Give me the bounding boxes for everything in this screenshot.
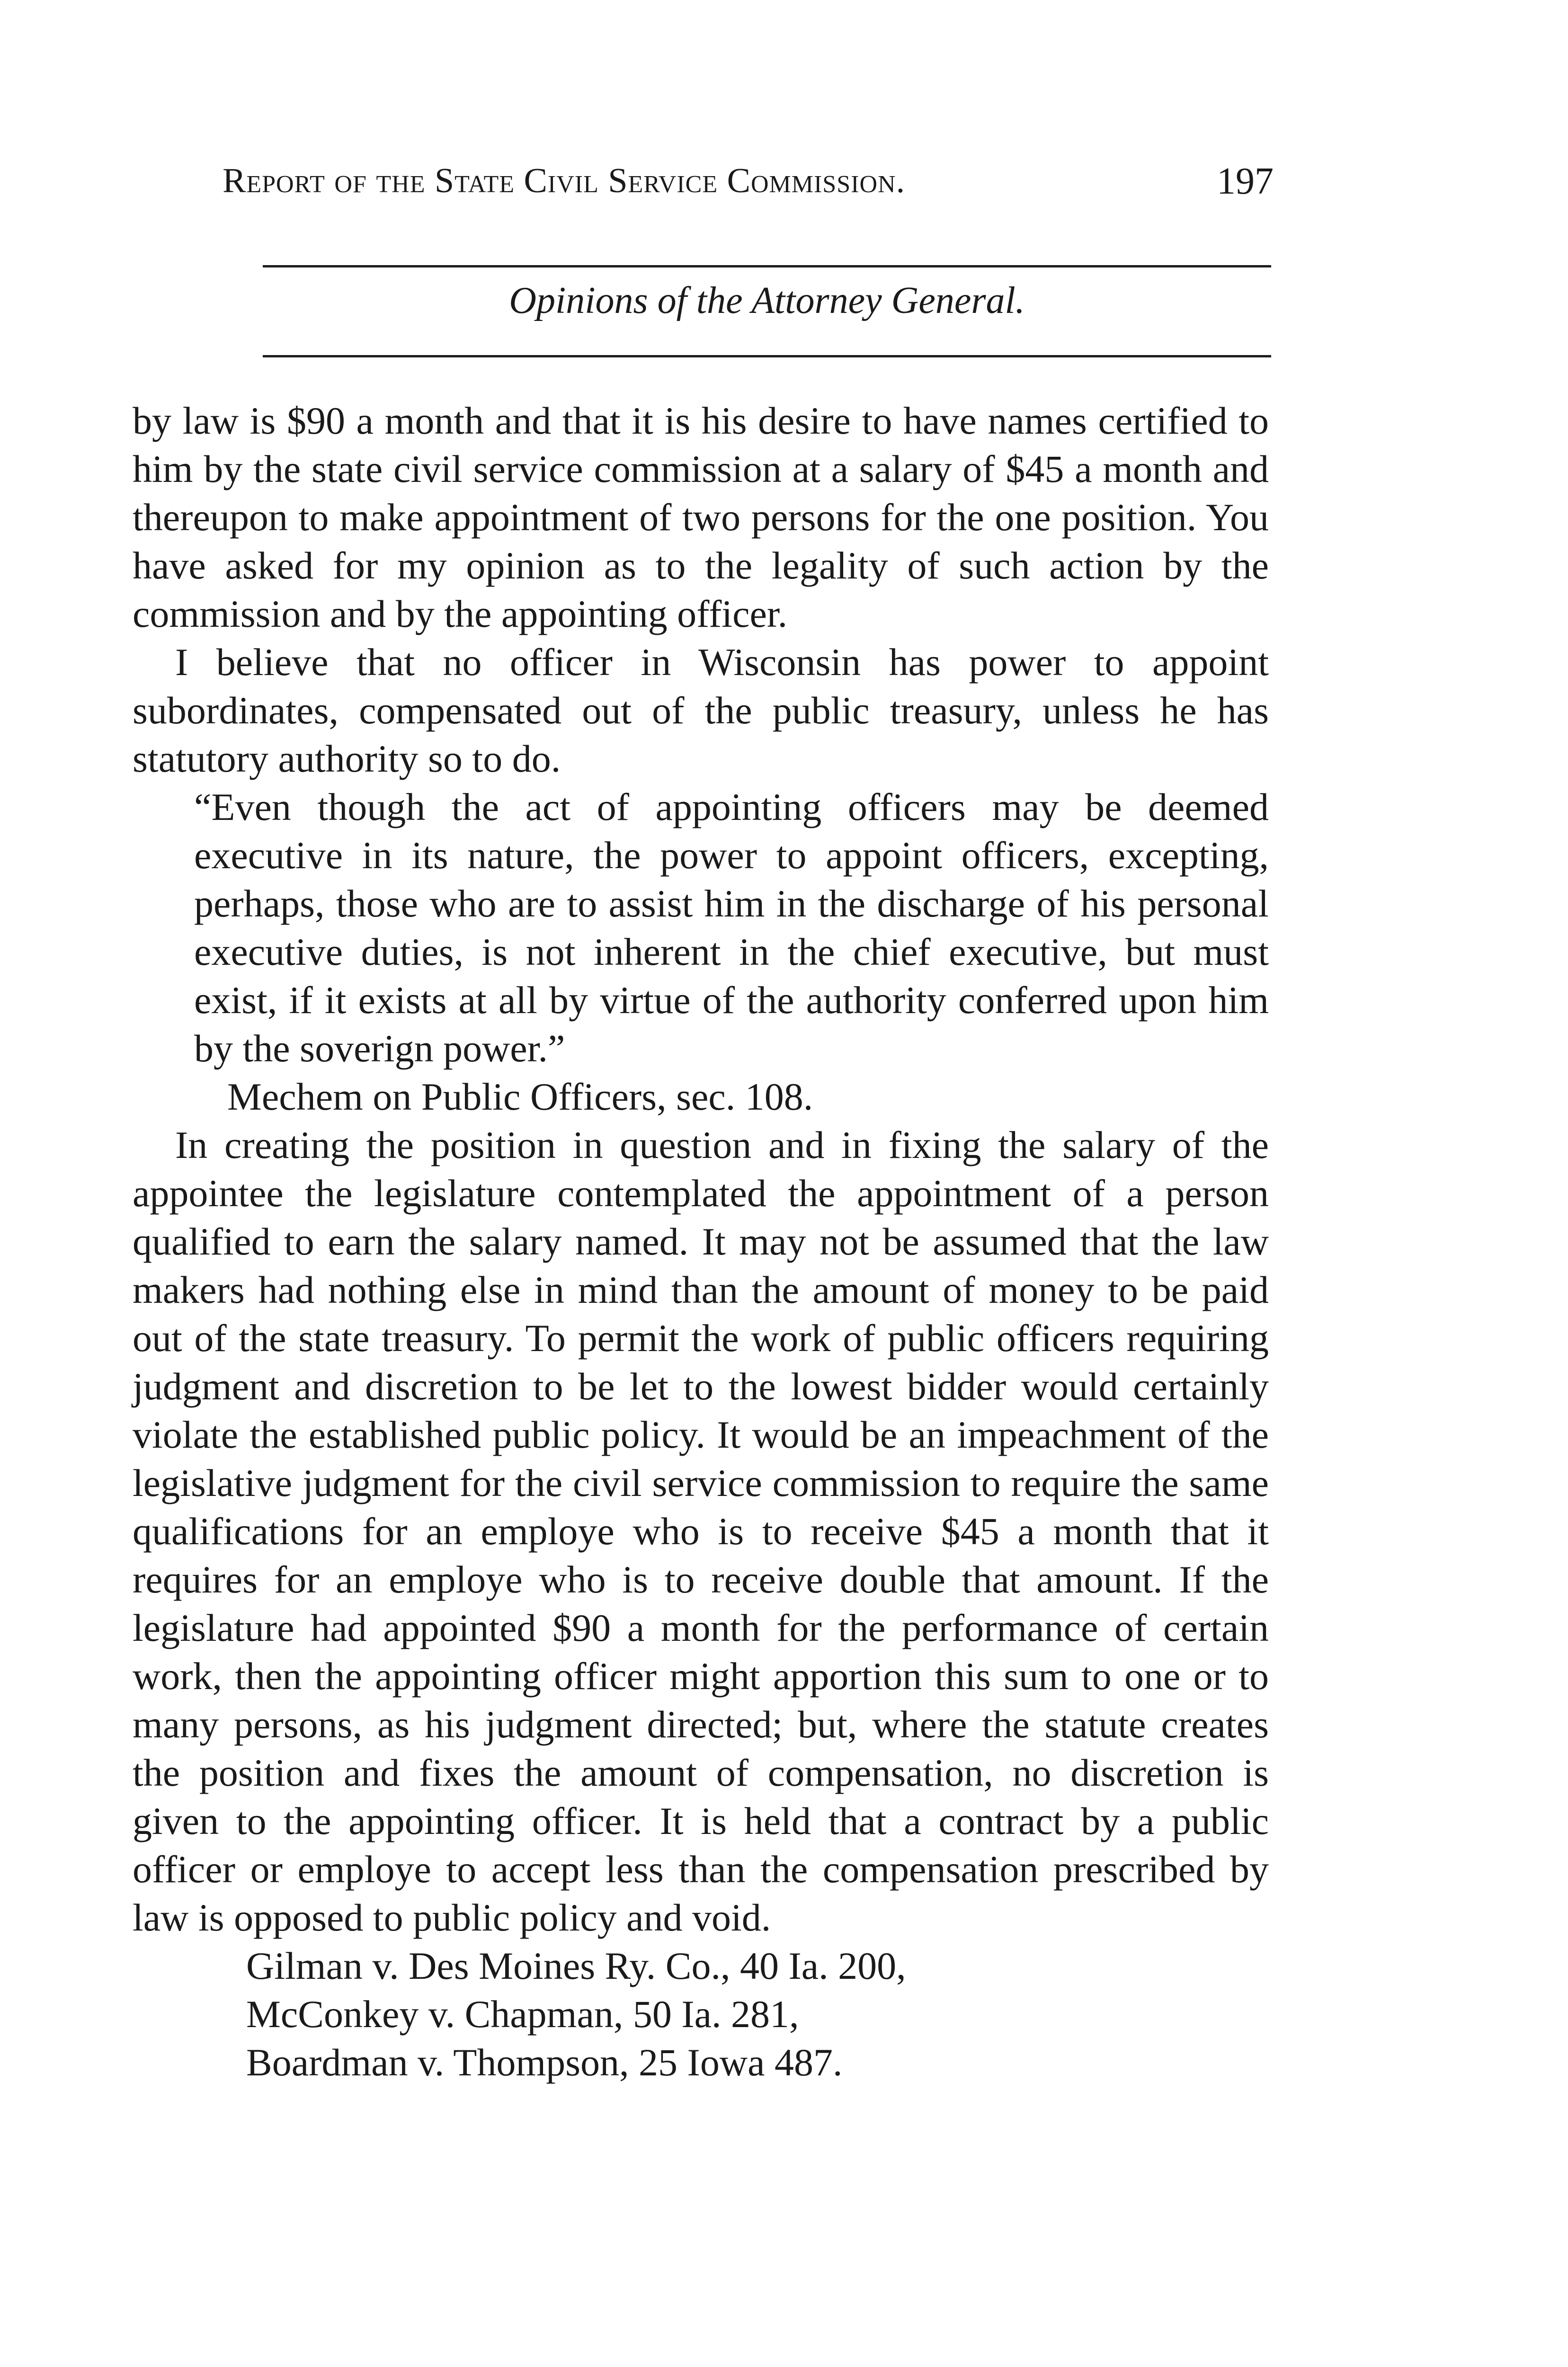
paragraph-continued: by law is $90 a month and that it is his desire to have names certified to him by the state civil service commission at a salary of $45 a month and thereupon to make appointment of two persons for the one position. You have asked for my opinion as to the legality of such action by the commission and by the appointing officer. — [133, 399, 1269, 635]
citation: Boardman v. Thompson, 25 Iowa 487. — [246, 2041, 843, 2084]
body-text — [133, 397, 1269, 2087]
block-quote: “Even though the act of appointing officers may be deemed executive in its nature, the power to appoint officers, excepting, perhaps, those who are to assist him in the discharge of his personal executive duties, is not inherent in the chief executive, but must exist, if it exists at all by virtue of the authority conferred upon him by the soverign power.” — [194, 785, 1269, 1070]
header-rule-bottom — [263, 355, 1271, 357]
running-title: Report of the State Civil Service Commission. — [223, 161, 906, 200]
page-number: 197 — [1217, 160, 1274, 202]
header-rule-top — [263, 265, 1271, 267]
paragraph-main: In creating the position in question and in fixing the salary of the appointee the legislature contemplated the appointment of a person qualified to earn the salary named. It may not be assumed that the law makers had nothing else in mind than the amount of money to be paid out of the state treasury. To permit the work of public officers requiring judgment and discretion to be let to the lowest bidder would certainly violate the established public policy. It would be an impeachment of the legislative judgment for the civil service commission to require the same qualifications for an employe who is to receive $45 a month that it requires for an employe who is to receive double that amount. If the legislature had appointed $90 a month for the performance of certain work, then the appointing officer might apportion this sum to one or to many persons, as his judgment directed; but, where the statute creates the position and fixes the amount of compensation, no discretion is given to the appointing officer. It is held that a contract by a public officer or employe to accept less than the compensation prescribed by law is opposed to public policy and void. — [133, 1123, 1269, 1939]
citation: McConkey v. Chapman, 50 Ia. 281, — [246, 1993, 799, 2036]
paragraph-belief: I believe that no officer in Wisconsin has power to appoint subordinates, compensated out of the public treasury, unless he has statutory authority so to do. — [133, 641, 1269, 780]
section-heading: Opinions of the Attorney General. — [509, 280, 1025, 321]
running-header — [223, 156, 1274, 218]
case-citations — [246, 1942, 1269, 2087]
quote-source: Mechem on Public Officers, sec. 108. — [227, 1075, 813, 1118]
citation: Gilman v. Des Moines Ry. Co., 40 Ia. 200, — [246, 1944, 906, 1987]
